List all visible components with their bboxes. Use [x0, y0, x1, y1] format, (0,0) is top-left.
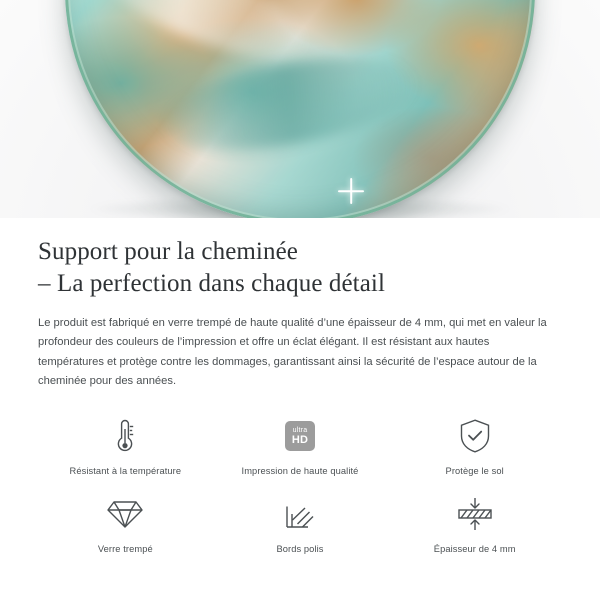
shield-check-icon: [458, 415, 492, 457]
content-section: [0, 218, 600, 555]
page-title-line-1: Support pour la cheminée: [38, 238, 298, 265]
thickness-arrows-icon: [455, 493, 495, 535]
feature-label: Épaisseur de 4 mm: [433, 544, 516, 555]
description-paragraph: Le produit est fabriqué en verre trempé de haute qualité d’une épaisseur de 4 mm, qui met en valeur la profondeur des couleurs de l’impression et offre un éclat élégant. Il est résistant aux hautes températures et protège contre les dommages, garantissant ainsi la sécurité de l’espace autour de la cheminée pour des années.: [38, 317, 547, 387]
page-title: [38, 236, 562, 300]
feature-grid: [38, 415, 562, 555]
feature-label: Protège le sol: [445, 466, 504, 477]
thermometer-icon: [112, 415, 138, 457]
ultra-hd-icon: [285, 415, 315, 457]
diamond-icon: [106, 493, 144, 535]
feature-item-tempered-glass: [38, 493, 213, 555]
ultra-hd-top-label: ultra: [292, 426, 308, 434]
feature-item-polished-edges: [213, 493, 388, 555]
page-title-line-2: – La perfection dans chaque détail: [38, 270, 385, 297]
feature-label: Bords polis: [276, 544, 324, 555]
feature-item-floor-protection: [387, 415, 562, 477]
hero-image: [0, 0, 600, 218]
round-glass-panel: [65, 0, 535, 218]
feature-label: Verre trempé: [97, 544, 153, 555]
feature-item-thickness: [387, 493, 562, 555]
ultra-hd-bottom-label: HD: [291, 433, 309, 446]
feature-label: Résistant à la température: [69, 466, 182, 477]
feature-item-temperature: [38, 415, 213, 477]
feature-item-print-quality: [213, 415, 388, 477]
feature-label: Impression de haute qualité: [241, 466, 359, 477]
polished-edges-icon: [284, 493, 316, 535]
